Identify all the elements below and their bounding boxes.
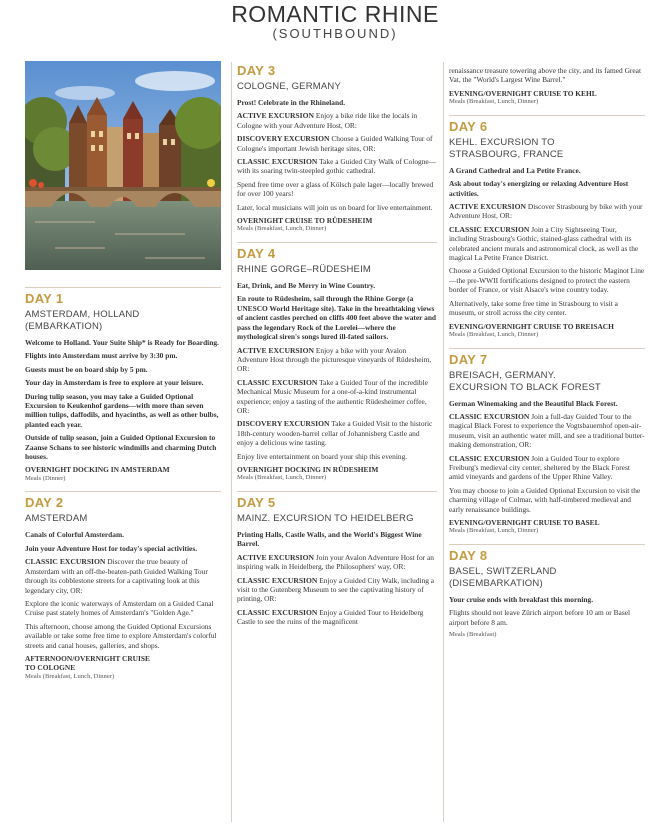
excursion-label: CLASSIC EXCURSION <box>449 411 530 421</box>
day-2-overnight: AFTERNOON/OVERNIGHT CRUISE <box>25 653 150 663</box>
excursion-text: Enjoy a Guided City Walk, including a visit to the Gutenberg Museum to see the captivating history of printing, OR: <box>237 575 435 604</box>
day-1-meals: Meals (Dinner) <box>25 474 66 482</box>
day-7-text: You may choose to join a Guided Optional Excursion to visit the charming village of Colmar, with half-timbered medieval and early renaissance buildings. <box>449 485 641 514</box>
day-5-continued: renaissance treasure towering above the city, and its famed Great Vat, the "World's Largest Wine Barrel." <box>449 66 642 85</box>
location-line: STRASBOURG, FRANCE <box>449 148 564 160</box>
day-4-excursion <box>237 378 437 416</box>
day-3-location: COLOGNE, GERMANY <box>237 81 342 92</box>
location-line: EXCURSION TO BLACK FOREST <box>449 381 601 393</box>
day-3-overnight: OVERNIGHT CRUISE TO RÜDESHEIM <box>237 216 373 226</box>
excursion-label: ACTIVE EXCURSION <box>237 552 315 562</box>
day-4-text: En route to Rüdesheim, sail through the Rhine Gorge (a UNESCO World Heritage site). Take in the breathtaking views of ancient castles perched on cliffs 400 feet above the water and pass the legendary Rock of the Lorelei—where the mythological siren's songs lured ill-fated sailors. <box>237 294 437 342</box>
excursion-label: ACTIVE EXCURSION <box>237 345 315 355</box>
excursion-label: CLASSIC EXCURSION <box>237 575 318 585</box>
page-header <box>0 0 670 41</box>
day-3-excursion <box>237 157 437 176</box>
day-2-text: Join your Adventure Host for today's special activities. <box>25 543 198 553</box>
day-4-tagline: Eat, Drink, and Be Merry in Wine Country. <box>237 281 376 291</box>
day-3-excursion <box>237 111 437 130</box>
excursion-text: Take a Guided Tour of the incredible Mechanical Music Museum for a one-of-a-kind instrumental experience; enjoy a tasting of the authentic Rüdesheimer coffee, OR: <box>237 377 428 415</box>
day-5-excursion <box>237 576 437 604</box>
day-2-location: AMSTERDAM <box>25 513 88 525</box>
day-6-heading: DAY 6 <box>449 115 645 134</box>
day-5-excursion <box>237 553 437 572</box>
day-3-text: Later, local musicians will join us on board for live entertainment. <box>237 202 433 212</box>
day-3-text: Spend free time over a glass of Kölsch pale lager—locally brewed for over 100 years! <box>237 179 434 199</box>
day-7-meals: Meals (Breakfast, Lunch, Dinner) <box>449 527 539 535</box>
day-3-heading: DAY 3 <box>237 63 276 78</box>
day-5-excursion <box>237 608 437 627</box>
day-3-tagline: Prost! Celebrate in the Rhineland. <box>237 98 346 107</box>
day-5-tagline: Printing Halls, Castle Walls, and the World's Biggest Wine Barrel. <box>237 529 422 549</box>
excursion-label: CLASSIC EXCURSION <box>237 157 318 167</box>
day-6-text: Ask about today's energizing or relaxing Adventure Host activities. <box>449 179 629 198</box>
excursion-text: Discover Strasbourg by bike with your Adventure Host, OR: <box>449 202 643 221</box>
column-3 <box>449 66 645 643</box>
excursion-text: Join your Avalon Adventure Host for an inspiring walk in Heidelberg, the Philosophers' way, OR: <box>237 552 434 572</box>
excursion-label: CLASSIC EXCURSION <box>449 224 530 234</box>
location-line: (EMBARKATION) <box>25 321 103 332</box>
day-6-excursion <box>449 225 645 263</box>
day-4-heading: DAY 4 <box>237 242 437 261</box>
excursion-text: Enjoy a bike ride like the locals in Cologne with your Adventure Host, OR: <box>237 111 418 130</box>
amsterdam-canal-photo <box>25 61 221 270</box>
day-1-heading: DAY 1 <box>25 287 221 306</box>
day-2-tagline: Canals of Colorful Amsterdam. <box>25 530 124 540</box>
day-6-text: Alternatively, take some free time in Strasbourg to visit a museum, or stroll across the city center. <box>449 298 618 318</box>
day-8-heading: DAY 8 <box>449 544 645 563</box>
day-7-tagline: German Winemaking and the Beautiful Black Forest. <box>449 398 618 408</box>
day-4-excursion <box>237 346 437 374</box>
excursion-text: Join a City Sightseeing Tour, including Strasbourg's Gothic, stained-glass cathedral with its celebrated ancient murals and astronomical clock, as well as the magical La Petite France District. <box>449 224 639 263</box>
day-5-meals: Meals (Breakfast, Lunch, Dinner) <box>449 98 539 106</box>
day-6-overnight: EVENING/OVERNIGHT CRUISE TO BREISACH <box>449 321 614 331</box>
column-divider <box>443 62 444 822</box>
day-6-location <box>449 137 645 161</box>
day-3-excursion <box>237 134 437 153</box>
day-6-excursion <box>449 202 645 221</box>
excursion-label: DISCOVERY EXCURSION <box>237 419 330 429</box>
day-5-heading: DAY 5 <box>237 491 437 510</box>
day-1-overnight: OVERNIGHT DOCKING IN AMSTERDAM <box>25 465 170 475</box>
excursion-text: Discover the true beauty of Amsterdam with an off-the-beaten-path Guided Walking Tour through its cobblestone streets for a captivating look at this legendary city, OR: <box>25 557 208 595</box>
location-line: KEHL. EXCURSION TO <box>449 136 555 148</box>
day-6-text: Choose a Guided Optional Excursion to the historic Maginot Line—the pre-WWII fortifications designed to protect the eastern border of France, or visit Alsace's wine country today. <box>449 266 645 295</box>
excursion-label: CLASSIC EXCURSION <box>25 557 106 567</box>
amsterdam-canal-image <box>25 61 221 270</box>
day-2-meals: Meals (Breakfast, Lunch, Dinner) <box>25 672 115 680</box>
day-1-text: Outside of tulip season, join a Guided Optional Excursion to Zaanse Schans to see historic windmills and charming Dutch houses. <box>25 433 217 462</box>
excursion-text: Join a full-day Guided Tour to the magical Black Forest to experience the Vogtsbauernhof open-air-museum, visit an authentic water mill, and see a traditional butter-making demonstration, OR: <box>449 411 645 450</box>
location-line: AMSTERDAM, HOLLAND <box>25 309 140 320</box>
day-8-tagline: Your cruise ends with breakfast this morning. <box>449 594 594 604</box>
day-6-tagline: A Grand Cathedral and La Petite France. <box>449 165 581 175</box>
excursion-text: Enjoy a Guided Tour to Heidelberg Castle to see the ruins of the magnificent <box>237 607 424 627</box>
day-1-location <box>25 309 221 333</box>
excursion-text: Join a Guided Tour to explore Freiburg's medieval city center, sheltered by the Black Forest amid vineyards and gardens of the Upper Rhine Valley. <box>449 453 630 482</box>
column-2 <box>237 61 437 631</box>
day-1-text: Guests must be on board ship by 5 pm. <box>25 364 148 374</box>
page-title: ROMANTIC RHINE <box>231 1 439 27</box>
location-line: BASEL, SWITZERLAND <box>449 565 557 577</box>
day-2-text: This afternoon, choose among the Guided Optional Excursions available or take some free time to explore Amsterdam's colorful streets and canal houses, galleries, and shops. <box>25 621 217 650</box>
day-2-text: Explore the iconic waterways of Amsterdam on a Guided Canal Cruise past stately homes of Amsterdam's "Golden Age." <box>25 598 214 618</box>
excursion-label: CLASSIC EXCURSION <box>237 377 318 387</box>
excursion-text: Enjoy a bike with your Avalon Adventure Host through the picturesque vineyards of Rüdesheim, OR: <box>237 345 432 374</box>
day-2-heading: DAY 2 <box>25 491 221 510</box>
day-2-excursion <box>25 557 221 595</box>
excursion-text: Choose a Guided Walking Tour of Cologne's important Jewish heritage sites, OR: <box>237 134 433 153</box>
day-5-overnight: EVENING/OVERNIGHT CRUISE TO KEHL <box>449 88 597 98</box>
excursion-text: Take a Guided Visit to the historic 18th-century wooden-barrel cellar of Johannisberg Castle and enjoy a delicious wine tasting. <box>237 419 433 448</box>
day-7-overnight: EVENING/OVERNIGHT CRUISE TO BASEL <box>449 517 600 527</box>
day-7-heading: DAY 7 <box>449 348 645 367</box>
day-4-location: RHINE GORGE–RÜDESHEIM <box>237 264 372 276</box>
day-7-excursion <box>449 412 645 450</box>
excursion-label: ACTIVE EXCURSION <box>237 111 315 121</box>
excursion-label: DISCOVERY EXCURSION <box>237 134 330 144</box>
day-1-tagline: Welcome to Holland. Your Suite Ship* is Ready for Boarding. <box>25 338 219 347</box>
day-7-location <box>449 370 645 394</box>
page-subtitle: (SOUTHBOUND) <box>272 26 398 41</box>
day-2-overnight: TO COLOGNE <box>25 663 76 673</box>
excursion-label: CLASSIC EXCURSION <box>237 607 318 617</box>
day-4-text: Enjoy live entertainment on board your ship this evening. <box>237 451 408 461</box>
day-4-meals: Meals (Breakfast, Lunch, Dinner) <box>237 474 327 482</box>
location-line: BREISACH, GERMANY. <box>449 369 556 381</box>
day-4-overnight: OVERNIGHT DOCKING IN RÜDESHEIM <box>237 464 379 474</box>
day-6-meals: Meals (Breakfast, Lunch, Dinner) <box>449 330 539 338</box>
day-7-excursion <box>449 454 645 482</box>
day-1-text: Flights into Amsterdam must arrive by 3:30 pm. <box>25 351 178 361</box>
day-4-excursion <box>237 419 437 447</box>
excursion-label: CLASSIC EXCURSION <box>449 453 530 463</box>
day-8-meals: Meals (Breakfast) <box>449 631 497 639</box>
excursion-label: ACTIVE EXCURSION <box>449 202 527 212</box>
excursion-text: Take a Guided City Walk of Cologne—with its soaring twin-steepled gothic cathedral. <box>237 157 437 176</box>
day-3-meals: Meals (Breakfast, Lunch, Dinner) <box>237 225 327 233</box>
day-5-location: MAINZ. EXCURSION TO HEIDELBERG <box>237 512 414 524</box>
day-8-text: Flights should not leave Zürich airport before 10 am or Basel airport before 8 am. <box>449 608 631 627</box>
column-1 <box>25 61 221 684</box>
day-1-text: Your day in Amsterdam is free to explore at your leisure. <box>25 378 204 388</box>
day-8-location <box>449 566 645 590</box>
column-divider <box>231 62 232 822</box>
location-line: (DISEMBARKATION) <box>449 577 543 589</box>
day-1-text: During tulip season, you may take a Guided Optional Excursion to Keukenhof gardens—with more than seven million tulips, daffodils, and hyacinths, as well as other bulbs, planted each year. <box>25 391 219 429</box>
